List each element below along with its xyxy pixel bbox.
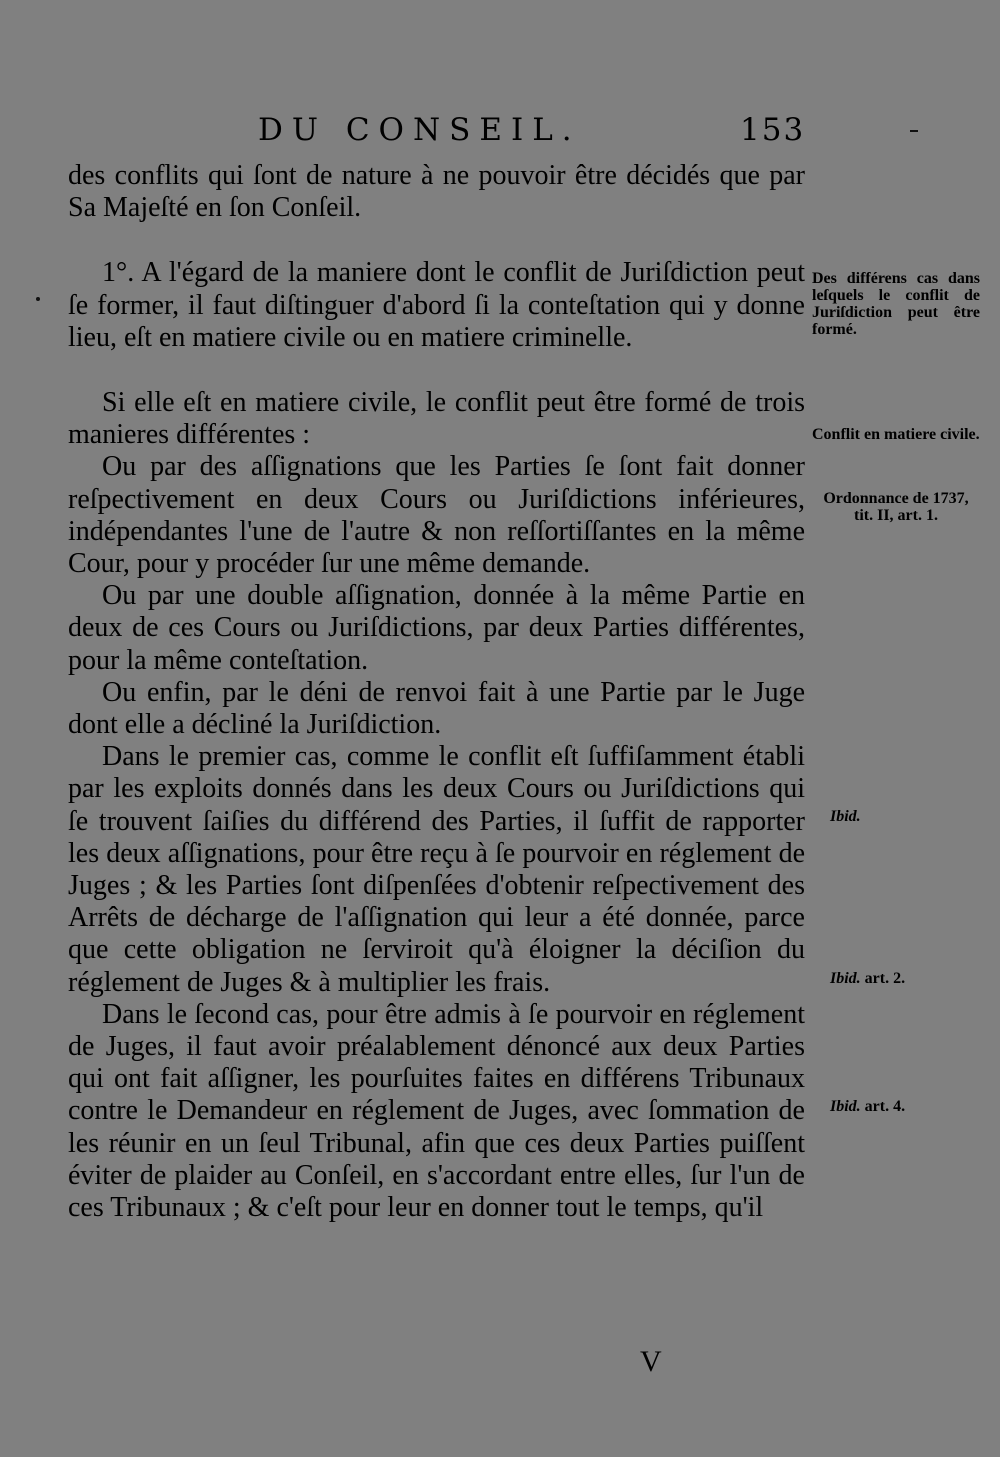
paragraph-premier-cas: Dans le premier cas, comme le conflit eſt ſuffiſamment établi par les exploits donnés dans les deux Cours ou Juriſdictions qui ſe trouvent ſaiſies du différend des Parties, il ſuffit de rapporter les deux aſſignations, pour être reçu à ſe pourvoir en réglement de Juges ; & les Parties ſont diſpenſées d'obtenir reſpectivement des Arrêts de décharge de l'aſſignation qui leur a été donnée, parce que cette obligation ne ſerviroit qu'à éloigner la déciſion du réglement de Juges & à multiplier les frais.	[68, 741, 805, 998]
paragraph-jurisdiction: 1°. A l'égard de la maniere dont le conflit de Juriſdiction peut ſe former, il faut diſtinguer d'abord ſi la conteſtation qui y donne lieu, eſt en matiere civile ou en matiere criminelle.	[68, 257, 805, 353]
margin-note-ibid-label: Ibid.	[830, 1098, 861, 1115]
margin-note-article: art. 2.	[860, 970, 906, 987]
signature-mark: V	[640, 1345, 662, 1378]
paragraph-double-assignation: Ou par une double aſſignation, donnée à la même Partie en deux de ces Cours ou Juriſdictions, par deux Parties différentes, pour la même conteſtation.	[68, 580, 805, 676]
spacer	[68, 354, 805, 387]
paragraph-intro: des conflits qui ſont de nature à ne pouvoir être décidés que par Sa Majeſté en ſon Conſeil.	[68, 160, 805, 224]
paragraph-deni-de-renvoi: Ou enfin, par le déni de renvoi fait à une Partie par le Juge dont elle a décliné la Juriſdiction.	[68, 676, 805, 741]
paragraph-civil: Si elle eſt en matiere civile, le conflit peut être formé de trois manieres différentes :	[68, 387, 805, 451]
margin-note-ibid-label: Ibid.	[830, 970, 861, 987]
margin-note-ibid-art-2	[830, 970, 998, 987]
margin-note-conflit-civile: Conflit en matiere civile.	[812, 426, 980, 443]
margin-note-ibid: Ibid.	[830, 808, 861, 825]
paragraph-second-cas: Dans le ſecond cas, pour être admis à ſe pourvoir en réglement de Juges, il faut avoir préalablement dénoncé aux deux Parties qui ont fait aſſigner, les pourſuites faites en différens Tribunaux contre le Demandeur en réglement de Juges, avec ſommation de les réunir en un ſeul Tribunal, afin que ces deux Parties puiſſent éviter de plaider au Conſeil, en s'accordant entre elles, ſur l'un de ces Tribunaux ; & c'eſt pour leur en donner tout le temps, qu'il	[68, 998, 805, 1224]
margin-note-differens-cas: Des différens cas dans leſquels le conflit de Juriſdiction peut être formé.	[812, 270, 980, 338]
margin-note-ibid-art-4	[830, 1098, 998, 1115]
paragraph-assignations: Ou par des aſſignations que les Parties ſe ſont fait donner reſpectivement en deux Cours ou Juriſdictions inférieures, indépendantes l'une de l'autre & non reſſortiſſantes en la même Cour, pour y procéder ſur une même demande.	[68, 451, 805, 580]
running-title: DU CONSEIL.	[258, 112, 581, 148]
main-text-column	[68, 160, 805, 1224]
margin-note-ordonnance: Ordonnance de 1737, tit. II, art. 1.	[823, 490, 969, 524]
ink-mark	[910, 130, 918, 132]
margin-note-article: art. 4.	[860, 1098, 906, 1115]
page-number: 153	[740, 112, 806, 148]
spacer	[68, 224, 805, 257]
ink-mark	[36, 297, 40, 301]
